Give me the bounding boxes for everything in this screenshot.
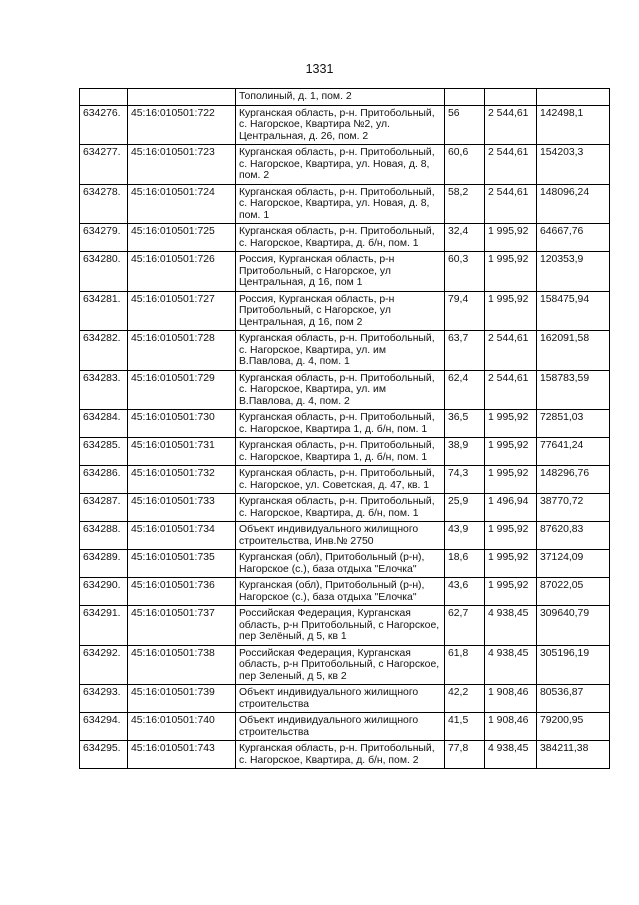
cell-area: 42,2 — [445, 685, 485, 713]
cell-rate: 1 908,46 — [485, 685, 537, 713]
cell-cadastral: 45:16:010501:743 — [128, 741, 236, 769]
cell-number: 634293. — [80, 685, 128, 713]
cell-area — [445, 89, 485, 106]
table-row — [80, 438, 610, 466]
cell-cadastral: 45:16:010501:732 — [128, 466, 236, 494]
cell-rate: 1 995,92 — [485, 438, 537, 466]
cell-value: 142498,1 — [537, 105, 610, 145]
cell-rate: 2 544,61 — [485, 145, 537, 185]
cell-cadastral: 45:16:010501:725 — [128, 224, 236, 252]
cell-address: Курганская (обл), Притобольный (р-н), Нагорское (с.), база отдыха "Елочка" — [236, 550, 445, 578]
table-row — [80, 252, 610, 292]
cell-number: 634292. — [80, 645, 128, 685]
cell-cadastral: 45:16:010501:726 — [128, 252, 236, 292]
cell-value: 162091,58 — [537, 331, 610, 371]
cell-address: Курганская область, р-н. Притобольный, с. Нагорское, Квартира №2, ул. Центральная, д. 26, пом. 2 — [236, 105, 445, 145]
cell-value: 72851,03 — [537, 410, 610, 438]
cell-cadastral — [128, 89, 236, 106]
table-row — [80, 578, 610, 606]
cell-cadastral: 45:16:010501:731 — [128, 438, 236, 466]
cell-value: 37124,09 — [537, 550, 610, 578]
cell-number — [80, 89, 128, 106]
cell-rate: 2 544,61 — [485, 184, 537, 224]
cell-number: 634287. — [80, 494, 128, 522]
cell-value: 87022,05 — [537, 578, 610, 606]
cell-number: 634295. — [80, 741, 128, 769]
cell-area: 25,9 — [445, 494, 485, 522]
table-row — [80, 645, 610, 685]
cell-value: 309640,79 — [537, 606, 610, 646]
cell-value: 38770,72 — [537, 494, 610, 522]
table-row — [80, 331, 610, 371]
cell-number: 634283. — [80, 370, 128, 410]
cell-value: 305196,19 — [537, 645, 610, 685]
cell-value: 154203,3 — [537, 145, 610, 185]
cell-address: Курганская область, р-н. Притобольный, с. Нагорское, Квартира, ул. Новая, д. 8, пом. 2 — [236, 145, 445, 185]
cell-rate: 1 995,92 — [485, 578, 537, 606]
cell-value: 120353,9 — [537, 252, 610, 292]
cell-cadastral: 45:16:010501:736 — [128, 578, 236, 606]
cell-address: Российская Федерация, Курганская область, р-н Притобольный, с Нагорское, пер Зелёный, д 5, кв 1 — [236, 606, 445, 646]
cell-area: 79,4 — [445, 291, 485, 331]
cell-address: Россия, Курганская область, р-н Притобольный, с Нагорское, ул Центральная, д 16, пом 1 — [236, 252, 445, 292]
cell-rate: 1 908,46 — [485, 713, 537, 741]
table-row-continued — [80, 89, 610, 106]
cell-rate: 1 995,92 — [485, 224, 537, 252]
cell-cadastral: 45:16:010501:738 — [128, 645, 236, 685]
cell-area: 38,9 — [445, 438, 485, 466]
cell-number: 634286. — [80, 466, 128, 494]
cell-address: Курганская область, р-н. Притобольный, с. Нагорское, Квартира 1, д. б/н, пом. 1 — [236, 410, 445, 438]
cell-value: 158783,59 — [537, 370, 610, 410]
cell-area: 41,5 — [445, 713, 485, 741]
cell-address: Курганская область, р-н. Притобольный, с. Нагорское, Квартира 1, д. б/н, пом. 1 — [236, 438, 445, 466]
cell-cadastral: 45:16:010501:730 — [128, 410, 236, 438]
cell-value: 64667,76 — [537, 224, 610, 252]
cell-cadastral: 45:16:010501:733 — [128, 494, 236, 522]
cell-value: 87620,83 — [537, 522, 610, 550]
table-row — [80, 522, 610, 550]
cell-area: 63,7 — [445, 331, 485, 371]
cell-cadastral: 45:16:010501:737 — [128, 606, 236, 646]
table-row — [80, 466, 610, 494]
cell-address: Курганская область, р-н. Притобольный, с. Нагорское, Квартира, д. б/н, пом. 1 — [236, 494, 445, 522]
cell-rate: 1 995,92 — [485, 466, 537, 494]
cell-value: 148296,76 — [537, 466, 610, 494]
table-row — [80, 550, 610, 578]
table-row — [80, 291, 610, 331]
table-row — [80, 105, 610, 145]
table-row — [80, 685, 610, 713]
cell-address: Объект индивидуального жилищного строительства — [236, 713, 445, 741]
table-row — [80, 606, 610, 646]
cell-value: 80536,87 — [537, 685, 610, 713]
cell-number: 634285. — [80, 438, 128, 466]
cell-area: 62,4 — [445, 370, 485, 410]
cell-address: Курганская область, р-н. Притобольный, с. Нагорское, Квартира, ул. им В.Павлова, д. 4, пом. 2 — [236, 370, 445, 410]
cell-area: 36,5 — [445, 410, 485, 438]
cell-area: 56 — [445, 105, 485, 145]
cell-cadastral: 45:16:010501:727 — [128, 291, 236, 331]
cell-value — [537, 89, 610, 106]
cell-number: 634291. — [80, 606, 128, 646]
cell-value: 77641,24 — [537, 438, 610, 466]
cell-rate — [485, 89, 537, 106]
cell-number: 634288. — [80, 522, 128, 550]
cell-rate: 4 938,45 — [485, 645, 537, 685]
cell-number: 634294. — [80, 713, 128, 741]
cell-rate: 1 995,92 — [485, 252, 537, 292]
cell-rate: 4 938,45 — [485, 606, 537, 646]
cell-area: 61,8 — [445, 645, 485, 685]
cell-rate: 1 995,92 — [485, 291, 537, 331]
cell-address: Курганская область, р-н. Притобольный, с. Нагорское, Квартира, д. б/н, пом. 1 — [236, 224, 445, 252]
cell-rate: 1 496,94 — [485, 494, 537, 522]
cell-address: Россия, Курганская область, р-н Притобольный, с Нагорское, ул Центральная, д 16, пом 2 — [236, 291, 445, 331]
cell-address: Курганская (обл), Притобольный (р-н), Нагорское (с.), база отдыха "Елочка" — [236, 578, 445, 606]
table-row — [80, 145, 610, 185]
cell-area: 58,2 — [445, 184, 485, 224]
cell-area: 60,6 — [445, 145, 485, 185]
cell-cadastral: 45:16:010501:722 — [128, 105, 236, 145]
table-row — [80, 494, 610, 522]
table-row — [80, 741, 610, 769]
cell-address: Объект индивидуального жилищного строительства, Инв.№ 2750 — [236, 522, 445, 550]
cadastral-table — [79, 88, 610, 769]
cell-value: 148096,24 — [537, 184, 610, 224]
table-row — [80, 184, 610, 224]
cell-area: 43,9 — [445, 522, 485, 550]
cell-area: 32,4 — [445, 224, 485, 252]
cell-number: 634276. — [80, 105, 128, 145]
cell-address: Курганская область, р-н. Притобольный, с. Нагорское, ул. Советская, д. 47, кв. 1 — [236, 466, 445, 494]
cell-number: 634282. — [80, 331, 128, 371]
cell-cadastral: 45:16:010501:735 — [128, 550, 236, 578]
cell-number: 634280. — [80, 252, 128, 292]
cell-value: 384211,38 — [537, 741, 610, 769]
cell-address: Тополиный, д. 1, пом. 2 — [236, 89, 445, 106]
cell-area: 18,6 — [445, 550, 485, 578]
cell-number: 634277. — [80, 145, 128, 185]
cell-address: Курганская область, р-н. Притобольный, с. Нагорское, Квартира, д. б/н, пом. 2 — [236, 741, 445, 769]
cell-cadastral: 45:16:010501:729 — [128, 370, 236, 410]
cell-rate: 2 544,61 — [485, 331, 537, 371]
cell-rate: 4 938,45 — [485, 741, 537, 769]
cell-area: 43,6 — [445, 578, 485, 606]
cell-area: 77,8 — [445, 741, 485, 769]
cell-address: Курганская область, р-н. Притобольный, с. Нагорское, Квартира, ул. им В.Павлова, д. 4, пом. 1 — [236, 331, 445, 371]
cell-cadastral: 45:16:010501:728 — [128, 331, 236, 371]
cell-cadastral: 45:16:010501:724 — [128, 184, 236, 224]
cell-address: Объект индивидуального жилищного строительства — [236, 685, 445, 713]
cell-number: 634284. — [80, 410, 128, 438]
cell-address: Курганская область, р-н. Притобольный, с. Нагорское, Квартира, ул. Новая, д. 8, пом. 1 — [236, 184, 445, 224]
cell-number: 634281. — [80, 291, 128, 331]
cell-value: 79200,95 — [537, 713, 610, 741]
cell-rate: 2 544,61 — [485, 105, 537, 145]
cell-cadastral: 45:16:010501:723 — [128, 145, 236, 185]
cell-number: 634289. — [80, 550, 128, 578]
cell-cadastral: 45:16:010501:739 — [128, 685, 236, 713]
cell-area: 74,3 — [445, 466, 485, 494]
cell-rate: 2 544,61 — [485, 370, 537, 410]
page-number: 1331 — [305, 62, 334, 76]
cell-cadastral: 45:16:010501:734 — [128, 522, 236, 550]
cell-address: Российская Федерация, Курганская область, р-н Притобольный, с Нагорское, пер Зеленый, д 5, кв 2 — [236, 645, 445, 685]
table-row — [80, 410, 610, 438]
cell-rate: 1 995,92 — [485, 410, 537, 438]
cell-value: 158475,94 — [537, 291, 610, 331]
table-row — [80, 370, 610, 410]
cell-cadastral: 45:16:010501:740 — [128, 713, 236, 741]
cell-number: 634279. — [80, 224, 128, 252]
cell-area: 60,3 — [445, 252, 485, 292]
cell-rate: 1 995,92 — [485, 522, 537, 550]
cell-number: 634290. — [80, 578, 128, 606]
cell-number: 634278. — [80, 184, 128, 224]
table-row — [80, 713, 610, 741]
cell-area: 62,7 — [445, 606, 485, 646]
cell-rate: 1 995,92 — [485, 550, 537, 578]
table-row — [80, 224, 610, 252]
